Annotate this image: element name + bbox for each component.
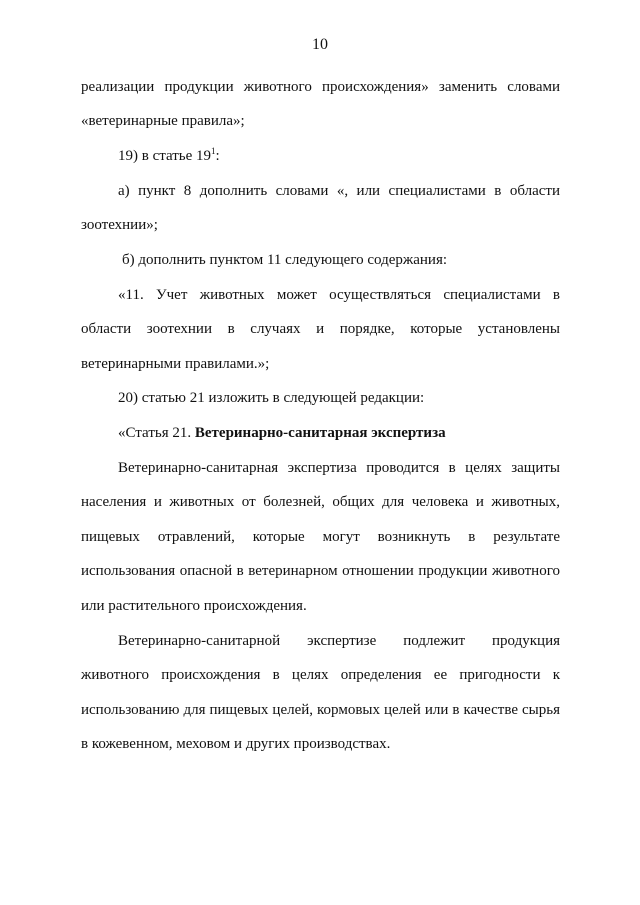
text-line: Ветеринарно-санитарная экспертиза проводится в целях защиты (118, 460, 560, 476)
list-item-a: а) пункт 8 дополнить словами «, или специалистами в области (118, 183, 560, 199)
text-line: населения и животных от болезней, общих для человека и животных, (81, 494, 560, 510)
list-item-20: 20) статью 21 изложить в следующей редакции: (118, 390, 425, 406)
text-line: «11. Учет животных может осуществляться специалистами в (118, 287, 560, 303)
text-span: : (215, 148, 220, 164)
page-number: 10 (312, 36, 328, 53)
text-line: зоотехнии»; (81, 217, 158, 233)
text-line: Ветеринарно-санитарной экспертизе подлежит продукция (118, 633, 560, 649)
text-line: пищевых отравлений, которые могут возникнуть в результате (81, 529, 560, 545)
article-number: «Статья 21. (118, 425, 195, 441)
text-line: животного происхождения в целях определения ее пригодности к (81, 667, 560, 683)
superscript: 1 (211, 146, 216, 156)
text-line: ветеринарными правилами.»; (81, 356, 270, 372)
text-line: «ветеринарные правила»; (81, 113, 245, 129)
text-line: использования опасной в ветеринарном отношении продукции животного (81, 563, 560, 579)
list-item-19 (118, 146, 560, 166)
text-line: области зоотехнии в случаях и порядке, которые установлены (81, 321, 560, 337)
text-span: 19) в статье 19 (118, 148, 212, 164)
text-line: использованию для пищевых целей, кормовых целей или в качестве сырья (81, 702, 560, 718)
text-line: реализации продукции животного происхождения» заменить словами (81, 79, 560, 95)
text-line: в кожевенном, меховом и других производствах. (81, 736, 391, 752)
text-line: или растительного происхождения. (81, 598, 307, 614)
list-item-b: б) дополнить пунктом 11 следующего содержания: (122, 252, 448, 268)
article-heading (118, 423, 560, 443)
article-title: Ветеринарно-санитарная экспертиза (194, 425, 446, 441)
